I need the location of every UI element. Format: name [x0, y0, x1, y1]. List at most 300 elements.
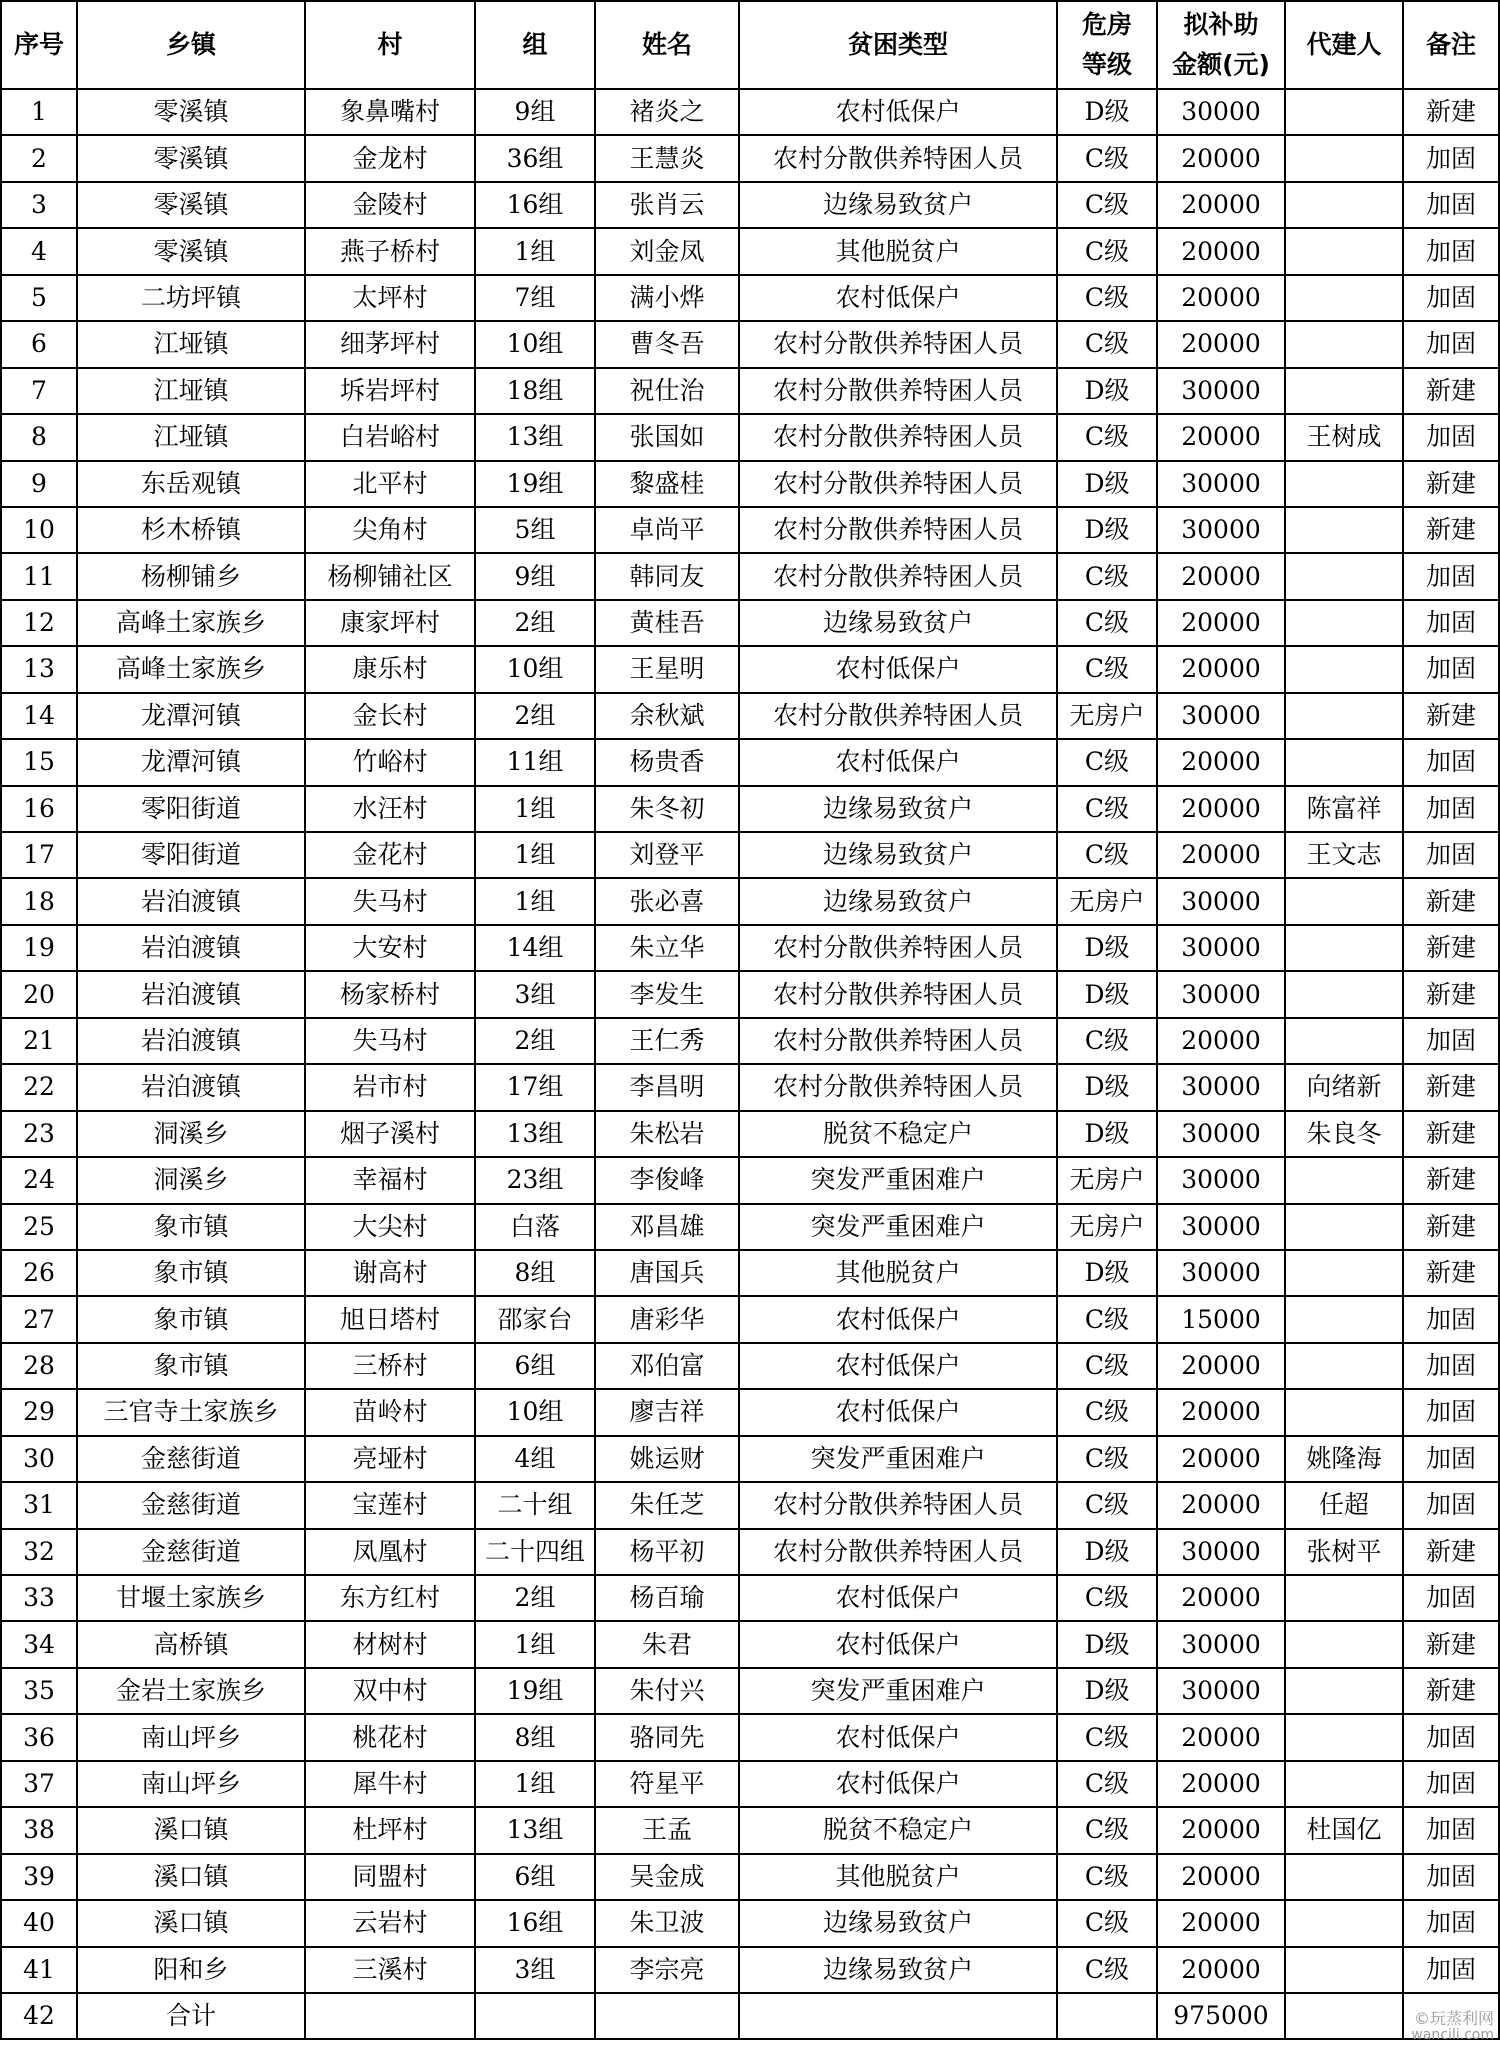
cell-builder: 任超: [1285, 1482, 1403, 1528]
cell-subsidy-amount: 20000: [1157, 321, 1285, 367]
cell-remark: 新建: [1403, 1621, 1499, 1667]
cell-group: 10组: [475, 1389, 595, 1435]
cell-seq: 37: [1, 1761, 77, 1807]
cell-remark: 加固: [1403, 832, 1499, 878]
cell-village: 康家坪村: [305, 600, 475, 646]
header-remark: 备注: [1403, 1, 1499, 89]
cell-township: 零溪镇: [77, 135, 305, 181]
cell-subsidy-amount: 30000: [1157, 461, 1285, 507]
cell-subsidy-amount: 20000: [1157, 1482, 1285, 1528]
cell-subsidy-amount: 20000: [1157, 1854, 1285, 1900]
cell-danger-level: C级: [1057, 553, 1157, 599]
cell-seq: 28: [1, 1343, 77, 1389]
cell-builder: [1285, 507, 1403, 553]
cell-danger-level: C级: [1057, 321, 1157, 367]
cell-village: 亮垭村: [305, 1436, 475, 1482]
cell-poverty-type: 其他脱贫户: [739, 228, 1057, 274]
cell-name: 黄桂吾: [595, 600, 739, 646]
cell-seq: 33: [1, 1575, 77, 1621]
cell-remark: 加固: [1403, 228, 1499, 274]
cell-name: 刘金凤: [595, 228, 739, 274]
cell-village: 烟子溪村: [305, 1111, 475, 1157]
cell-seq: 2: [1, 135, 77, 181]
cell-name: 唐国兵: [595, 1250, 739, 1296]
cell-name: 符星平: [595, 1761, 739, 1807]
cell-subsidy-amount: 30000: [1157, 1111, 1285, 1157]
table-row: [1, 693, 1499, 739]
cell-township: 溪口镇: [77, 1854, 305, 1900]
cell-builder: [1285, 1157, 1403, 1203]
cell-poverty-type: 边缘易致贫户: [739, 786, 1057, 832]
cell-name: 朱付兴: [595, 1668, 739, 1714]
cell-danger-level: D级: [1057, 1064, 1157, 1110]
cell-village: 象鼻嘴村: [305, 89, 475, 135]
cell-group: 13组: [475, 1111, 595, 1157]
cell-name: 褚炎之: [595, 89, 739, 135]
cell-builder: 朱良冬: [1285, 1111, 1403, 1157]
cell-subsidy-amount: 20000: [1157, 275, 1285, 321]
cell-subsidy-amount: 20000: [1157, 1900, 1285, 1946]
cell-seq: 35: [1, 1668, 77, 1714]
cell-group: 7组: [475, 275, 595, 321]
cell-group: 8组: [475, 1250, 595, 1296]
cell-danger-level: 无房户: [1057, 1157, 1157, 1203]
cell-remark: 加固: [1403, 1761, 1499, 1807]
header-name: 姓名: [595, 1, 739, 89]
cell-poverty-type: 农村分散供养特困人员: [739, 135, 1057, 181]
total-seq: 42: [1, 1993, 77, 2039]
cell-remark: 加固: [1403, 1714, 1499, 1760]
cell-village: 康乐村: [305, 646, 475, 692]
cell-remark: 新建: [1403, 1157, 1499, 1203]
cell-subsidy-amount: 30000: [1157, 1064, 1285, 1110]
cell-township: 象市镇: [77, 1296, 305, 1342]
cell-poverty-type: 突发严重困难户: [739, 1668, 1057, 1714]
cell-subsidy-amount: 30000: [1157, 1668, 1285, 1714]
cell-seq: 24: [1, 1157, 77, 1203]
cell-builder: [1285, 1714, 1403, 1760]
table-row: [1, 739, 1499, 785]
cell-subsidy-amount: 15000: [1157, 1296, 1285, 1342]
cell-danger-level: D级: [1057, 368, 1157, 414]
cell-township: 金慈街道: [77, 1529, 305, 1575]
cell-subsidy-amount: 30000: [1157, 1250, 1285, 1296]
table-row: [1, 553, 1499, 599]
cell-builder: [1285, 321, 1403, 367]
header-poverty-type: 贫困类型: [739, 1, 1057, 89]
cell-seq: 12: [1, 600, 77, 646]
cell-danger-level: C级: [1057, 739, 1157, 785]
cell-builder: 姚隆海: [1285, 1436, 1403, 1482]
cell-seq: 17: [1, 832, 77, 878]
cell-village: 白岩峪村: [305, 414, 475, 460]
cell-subsidy-amount: 20000: [1157, 414, 1285, 460]
cell-seq: 1: [1, 89, 77, 135]
cell-remark: 加固: [1403, 1807, 1499, 1853]
cell-danger-level: D级: [1057, 507, 1157, 553]
header-danger-level-line2: 等级: [1081, 50, 1132, 79]
cell-danger-level: C级: [1057, 1018, 1157, 1064]
cell-seq: 18: [1, 878, 77, 924]
cell-township: 三官寺土家族乡: [77, 1389, 305, 1435]
cell-township: 杨柳铺乡: [77, 553, 305, 599]
cell-builder: 王文志: [1285, 832, 1403, 878]
cell-poverty-type: 农村分散供养特困人员: [739, 1529, 1057, 1575]
cell-seq: 31: [1, 1482, 77, 1528]
cell-builder: [1285, 135, 1403, 181]
cell-township: 零溪镇: [77, 182, 305, 228]
cell-township: 零溪镇: [77, 228, 305, 274]
cell-village: 桃花村: [305, 1714, 475, 1760]
cell-seq: 20: [1, 971, 77, 1017]
cell-poverty-type: 农村分散供养特困人员: [739, 1018, 1057, 1064]
cell-township: 甘堰土家族乡: [77, 1575, 305, 1621]
cell-subsidy-amount: 30000: [1157, 1529, 1285, 1575]
cell-builder: [1285, 182, 1403, 228]
cell-village: 失马村: [305, 1018, 475, 1064]
cell-builder: [1285, 1761, 1403, 1807]
cell-name: 骆同先: [595, 1714, 739, 1760]
total-label: 合计: [77, 1993, 305, 2039]
table-row: [1, 1204, 1499, 1250]
table-row: [1, 1900, 1499, 1946]
cell-name: 余秋斌: [595, 693, 739, 739]
table-row: [1, 1296, 1499, 1342]
cell-poverty-type: 其他脱贫户: [739, 1854, 1057, 1900]
cell-danger-level: D级: [1057, 971, 1157, 1017]
cell-township: 象市镇: [77, 1343, 305, 1389]
cell-name: 朱松岩: [595, 1111, 739, 1157]
cell-subsidy-amount: 20000: [1157, 786, 1285, 832]
cell-remark: 加固: [1403, 1575, 1499, 1621]
cell-remark: 新建: [1403, 1250, 1499, 1296]
cell-name: 刘登平: [595, 832, 739, 878]
cell-builder: [1285, 646, 1403, 692]
cell-village: 金陵村: [305, 182, 475, 228]
cell-seq: 27: [1, 1296, 77, 1342]
cell-township: 阳和乡: [77, 1947, 305, 1993]
cell-builder: [1285, 1389, 1403, 1435]
cell-village: 三溪村: [305, 1947, 475, 1993]
cell-poverty-type: 农村分散供养特困人员: [739, 925, 1057, 971]
cell-name: 张国如: [595, 414, 739, 460]
cell-village: 犀牛村: [305, 1761, 475, 1807]
cell-village: 岩市村: [305, 1064, 475, 1110]
cell-village: 双中村: [305, 1668, 475, 1714]
cell-village: 大安村: [305, 925, 475, 971]
cell-township: 岩泊渡镇: [77, 1064, 305, 1110]
cell-seq: 21: [1, 1018, 77, 1064]
cell-remark: 新建: [1403, 1668, 1499, 1714]
header-group: 组: [475, 1, 595, 89]
cell-builder: 王树成: [1285, 414, 1403, 460]
cell-seq: 26: [1, 1250, 77, 1296]
cell-village: 金花村: [305, 832, 475, 878]
cell-seq: 23: [1, 1111, 77, 1157]
cell-name: 张肖云: [595, 182, 739, 228]
cell-poverty-type: 农村低保户: [739, 1296, 1057, 1342]
table-row: [1, 321, 1499, 367]
cell-village: 三桥村: [305, 1343, 475, 1389]
cell-township: 洞溪乡: [77, 1157, 305, 1203]
cell-danger-level: D级: [1057, 1111, 1157, 1157]
cell-group: 3组: [475, 1947, 595, 1993]
watermark: [1411, 2011, 1494, 2043]
cell-subsidy-amount: 30000: [1157, 925, 1285, 971]
table-row: [1, 1250, 1499, 1296]
cell-seq: 36: [1, 1714, 77, 1760]
cell-village: 谢高村: [305, 1250, 475, 1296]
cell-remark: 加固: [1403, 182, 1499, 228]
table-row: [1, 1389, 1499, 1435]
table-row: [1, 414, 1499, 460]
cell-builder: [1285, 693, 1403, 739]
cell-poverty-type: 边缘易致贫户: [739, 832, 1057, 878]
cell-remark: 加固: [1403, 1343, 1499, 1389]
cell-danger-level: C级: [1057, 646, 1157, 692]
cell-township: 岩泊渡镇: [77, 925, 305, 971]
table-row: [1, 1436, 1499, 1482]
cell-poverty-type: 农村分散供养特困人员: [739, 1482, 1057, 1528]
total-empty-cell: [475, 1993, 595, 2039]
cell-seq: 10: [1, 507, 77, 553]
cell-group: 18组: [475, 368, 595, 414]
cell-village: 尖角村: [305, 507, 475, 553]
cell-builder: [1285, 368, 1403, 414]
cell-danger-level: D级: [1057, 1668, 1157, 1714]
cell-name: 王星明: [595, 646, 739, 692]
cell-village: 材树村: [305, 1621, 475, 1667]
cell-township: 龙潭河镇: [77, 693, 305, 739]
header-builder: 代建人: [1285, 1, 1403, 89]
cell-name: 朱君: [595, 1621, 739, 1667]
cell-danger-level: C级: [1057, 600, 1157, 646]
cell-township: 江垭镇: [77, 321, 305, 367]
cell-subsidy-amount: 20000: [1157, 1389, 1285, 1435]
cell-township: 二坊坪镇: [77, 275, 305, 321]
cell-name: 杨百瑜: [595, 1575, 739, 1621]
cell-subsidy-amount: 20000: [1157, 600, 1285, 646]
cell-builder: [1285, 1204, 1403, 1250]
cell-name: 吴金成: [595, 1854, 739, 1900]
cell-remark: 新建: [1403, 1204, 1499, 1250]
cell-group: 16组: [475, 1900, 595, 1946]
cell-builder: [1285, 1900, 1403, 1946]
cell-danger-level: C级: [1057, 832, 1157, 878]
cell-seq: 13: [1, 646, 77, 692]
cell-group: 1组: [475, 786, 595, 832]
cell-remark: 加固: [1403, 1018, 1499, 1064]
table-row: [1, 89, 1499, 135]
cell-subsidy-amount: 30000: [1157, 971, 1285, 1017]
cell-subsidy-amount: 20000: [1157, 553, 1285, 599]
cell-remark: 新建: [1403, 1111, 1499, 1157]
cell-name: 曹冬吾: [595, 321, 739, 367]
cell-village: 宝莲村: [305, 1482, 475, 1528]
cell-poverty-type: 农村低保户: [739, 739, 1057, 785]
table-row: [1, 1482, 1499, 1528]
cell-danger-level: D级: [1057, 461, 1157, 507]
cell-remark: 加固: [1403, 553, 1499, 599]
cell-danger-level: C级: [1057, 1575, 1157, 1621]
cell-township: 龙潭河镇: [77, 739, 305, 785]
cell-remark: 加固: [1403, 321, 1499, 367]
cell-subsidy-amount: 20000: [1157, 228, 1285, 274]
cell-township: 溪口镇: [77, 1900, 305, 1946]
table-row: [1, 971, 1499, 1017]
cell-subsidy-amount: 20000: [1157, 1807, 1285, 1853]
cell-village: 北平村: [305, 461, 475, 507]
cell-subsidy-amount: 20000: [1157, 135, 1285, 181]
cell-builder: [1285, 1018, 1403, 1064]
cell-township: 零溪镇: [77, 89, 305, 135]
cell-danger-level: D级: [1057, 89, 1157, 135]
cell-seq: 14: [1, 693, 77, 739]
table-row: [1, 1343, 1499, 1389]
cell-remark: 新建: [1403, 925, 1499, 971]
cell-township: 东岳观镇: [77, 461, 305, 507]
cell-subsidy-amount: 30000: [1157, 878, 1285, 924]
cell-builder: 杜国亿: [1285, 1807, 1403, 1853]
cell-name: 王慧炎: [595, 135, 739, 181]
cell-danger-level: D级: [1057, 1250, 1157, 1296]
cell-danger-level: 无房户: [1057, 693, 1157, 739]
cell-remark: 新建: [1403, 89, 1499, 135]
watermark-en: wancili.com: [1411, 2027, 1494, 2043]
cell-subsidy-amount: 20000: [1157, 1436, 1285, 1482]
table-row: [1, 786, 1499, 832]
cell-remark: 加固: [1403, 135, 1499, 181]
cell-township: 南山坪乡: [77, 1761, 305, 1807]
cell-poverty-type: 农村低保户: [739, 89, 1057, 135]
cell-township: 溪口镇: [77, 1807, 305, 1853]
table-row: [1, 832, 1499, 878]
cell-poverty-type: 边缘易致贫户: [739, 182, 1057, 228]
header-danger-level-line1: 危房: [1081, 10, 1132, 39]
cell-subsidy-amount: 20000: [1157, 832, 1285, 878]
cell-name: 祝仕治: [595, 368, 739, 414]
cell-danger-level: D级: [1057, 925, 1157, 971]
cell-group: 11组: [475, 739, 595, 785]
cell-subsidy-amount: 20000: [1157, 739, 1285, 785]
table-row: [1, 1018, 1499, 1064]
cell-group: 19组: [475, 1668, 595, 1714]
cell-group: 3组: [475, 971, 595, 1017]
cell-group: 19组: [475, 461, 595, 507]
cell-seq: 41: [1, 1947, 77, 1993]
cell-poverty-type: 农村分散供养特困人员: [739, 414, 1057, 460]
cell-seq: 40: [1, 1900, 77, 1946]
total-empty-cell: [739, 1993, 1057, 2039]
cell-group: 6组: [475, 1343, 595, 1389]
cell-group: 4组: [475, 1436, 595, 1482]
cell-danger-level: C级: [1057, 182, 1157, 228]
cell-poverty-type: 边缘易致贫户: [739, 1900, 1057, 1946]
cell-township: 江垭镇: [77, 368, 305, 414]
cell-seq: 34: [1, 1621, 77, 1667]
cell-remark: 新建: [1403, 878, 1499, 924]
cell-seq: 22: [1, 1064, 77, 1110]
cell-builder: [1285, 600, 1403, 646]
cell-danger-level: 无房户: [1057, 878, 1157, 924]
cell-danger-level: C级: [1057, 1947, 1157, 1993]
cell-group: 1组: [475, 1621, 595, 1667]
table-row: [1, 182, 1499, 228]
cell-remark: 新建: [1403, 461, 1499, 507]
table-row: [1, 275, 1499, 321]
cell-poverty-type: 农村低保户: [739, 275, 1057, 321]
table-row: [1, 1064, 1499, 1110]
cell-name: 黎盛桂: [595, 461, 739, 507]
cell-builder: [1285, 971, 1403, 1017]
cell-township: 高峰土家族乡: [77, 646, 305, 692]
cell-danger-level: C级: [1057, 1296, 1157, 1342]
cell-name: 邓伯富: [595, 1343, 739, 1389]
table-row: [1, 1854, 1499, 1900]
cell-village: 太坪村: [305, 275, 475, 321]
cell-name: 朱冬初: [595, 786, 739, 832]
cell-township: 象市镇: [77, 1204, 305, 1250]
cell-township: 金慈街道: [77, 1482, 305, 1528]
cell-danger-level: C级: [1057, 1714, 1157, 1760]
cell-township: 南山坪乡: [77, 1714, 305, 1760]
cell-township: 洞溪乡: [77, 1111, 305, 1157]
cell-village: 凤凰村: [305, 1529, 475, 1575]
cell-township: 象市镇: [77, 1250, 305, 1296]
cell-group: 1组: [475, 1761, 595, 1807]
cell-subsidy-amount: 30000: [1157, 507, 1285, 553]
cell-builder: [1285, 1621, 1403, 1667]
cell-seq: 15: [1, 739, 77, 785]
cell-township: 岩泊渡镇: [77, 1018, 305, 1064]
cell-group: 2组: [475, 1018, 595, 1064]
cell-poverty-type: 突发严重困难户: [739, 1436, 1057, 1482]
cell-builder: [1285, 1668, 1403, 1714]
cell-group: 1组: [475, 832, 595, 878]
cell-group: 14组: [475, 925, 595, 971]
cell-seq: 19: [1, 925, 77, 971]
cell-poverty-type: 农村分散供养特困人员: [739, 693, 1057, 739]
cell-poverty-type: 农村分散供养特困人员: [739, 321, 1057, 367]
cell-subsidy-amount: 20000: [1157, 1714, 1285, 1760]
cell-danger-level: C级: [1057, 1389, 1157, 1435]
cell-village: 云岩村: [305, 1900, 475, 1946]
cell-builder: [1285, 878, 1403, 924]
cell-remark: 新建: [1403, 1064, 1499, 1110]
cell-township: 岩泊渡镇: [77, 878, 305, 924]
cell-poverty-type: 农村分散供养特困人员: [739, 507, 1057, 553]
cell-danger-level: C级: [1057, 786, 1157, 832]
cell-group: 9组: [475, 553, 595, 599]
cell-poverty-type: 突发严重困难户: [739, 1157, 1057, 1203]
cell-builder: 陈富祥: [1285, 786, 1403, 832]
cell-township: 高峰土家族乡: [77, 600, 305, 646]
cell-poverty-type: 农村低保户: [739, 1343, 1057, 1389]
cell-name: 李发生: [595, 971, 739, 1017]
cell-danger-level: C级: [1057, 1482, 1157, 1528]
cell-danger-level: C级: [1057, 275, 1157, 321]
table-row: [1, 600, 1499, 646]
cell-name: 朱立华: [595, 925, 739, 971]
cell-village: 坼岩坪村: [305, 368, 475, 414]
total-empty-cell: [1057, 1993, 1157, 2039]
cell-township: 江垭镇: [77, 414, 305, 460]
cell-danger-level: C级: [1057, 228, 1157, 274]
cell-remark: 加固: [1403, 646, 1499, 692]
cell-village: 幸福村: [305, 1157, 475, 1203]
table-row: [1, 1111, 1499, 1157]
cell-builder: [1285, 1250, 1403, 1296]
